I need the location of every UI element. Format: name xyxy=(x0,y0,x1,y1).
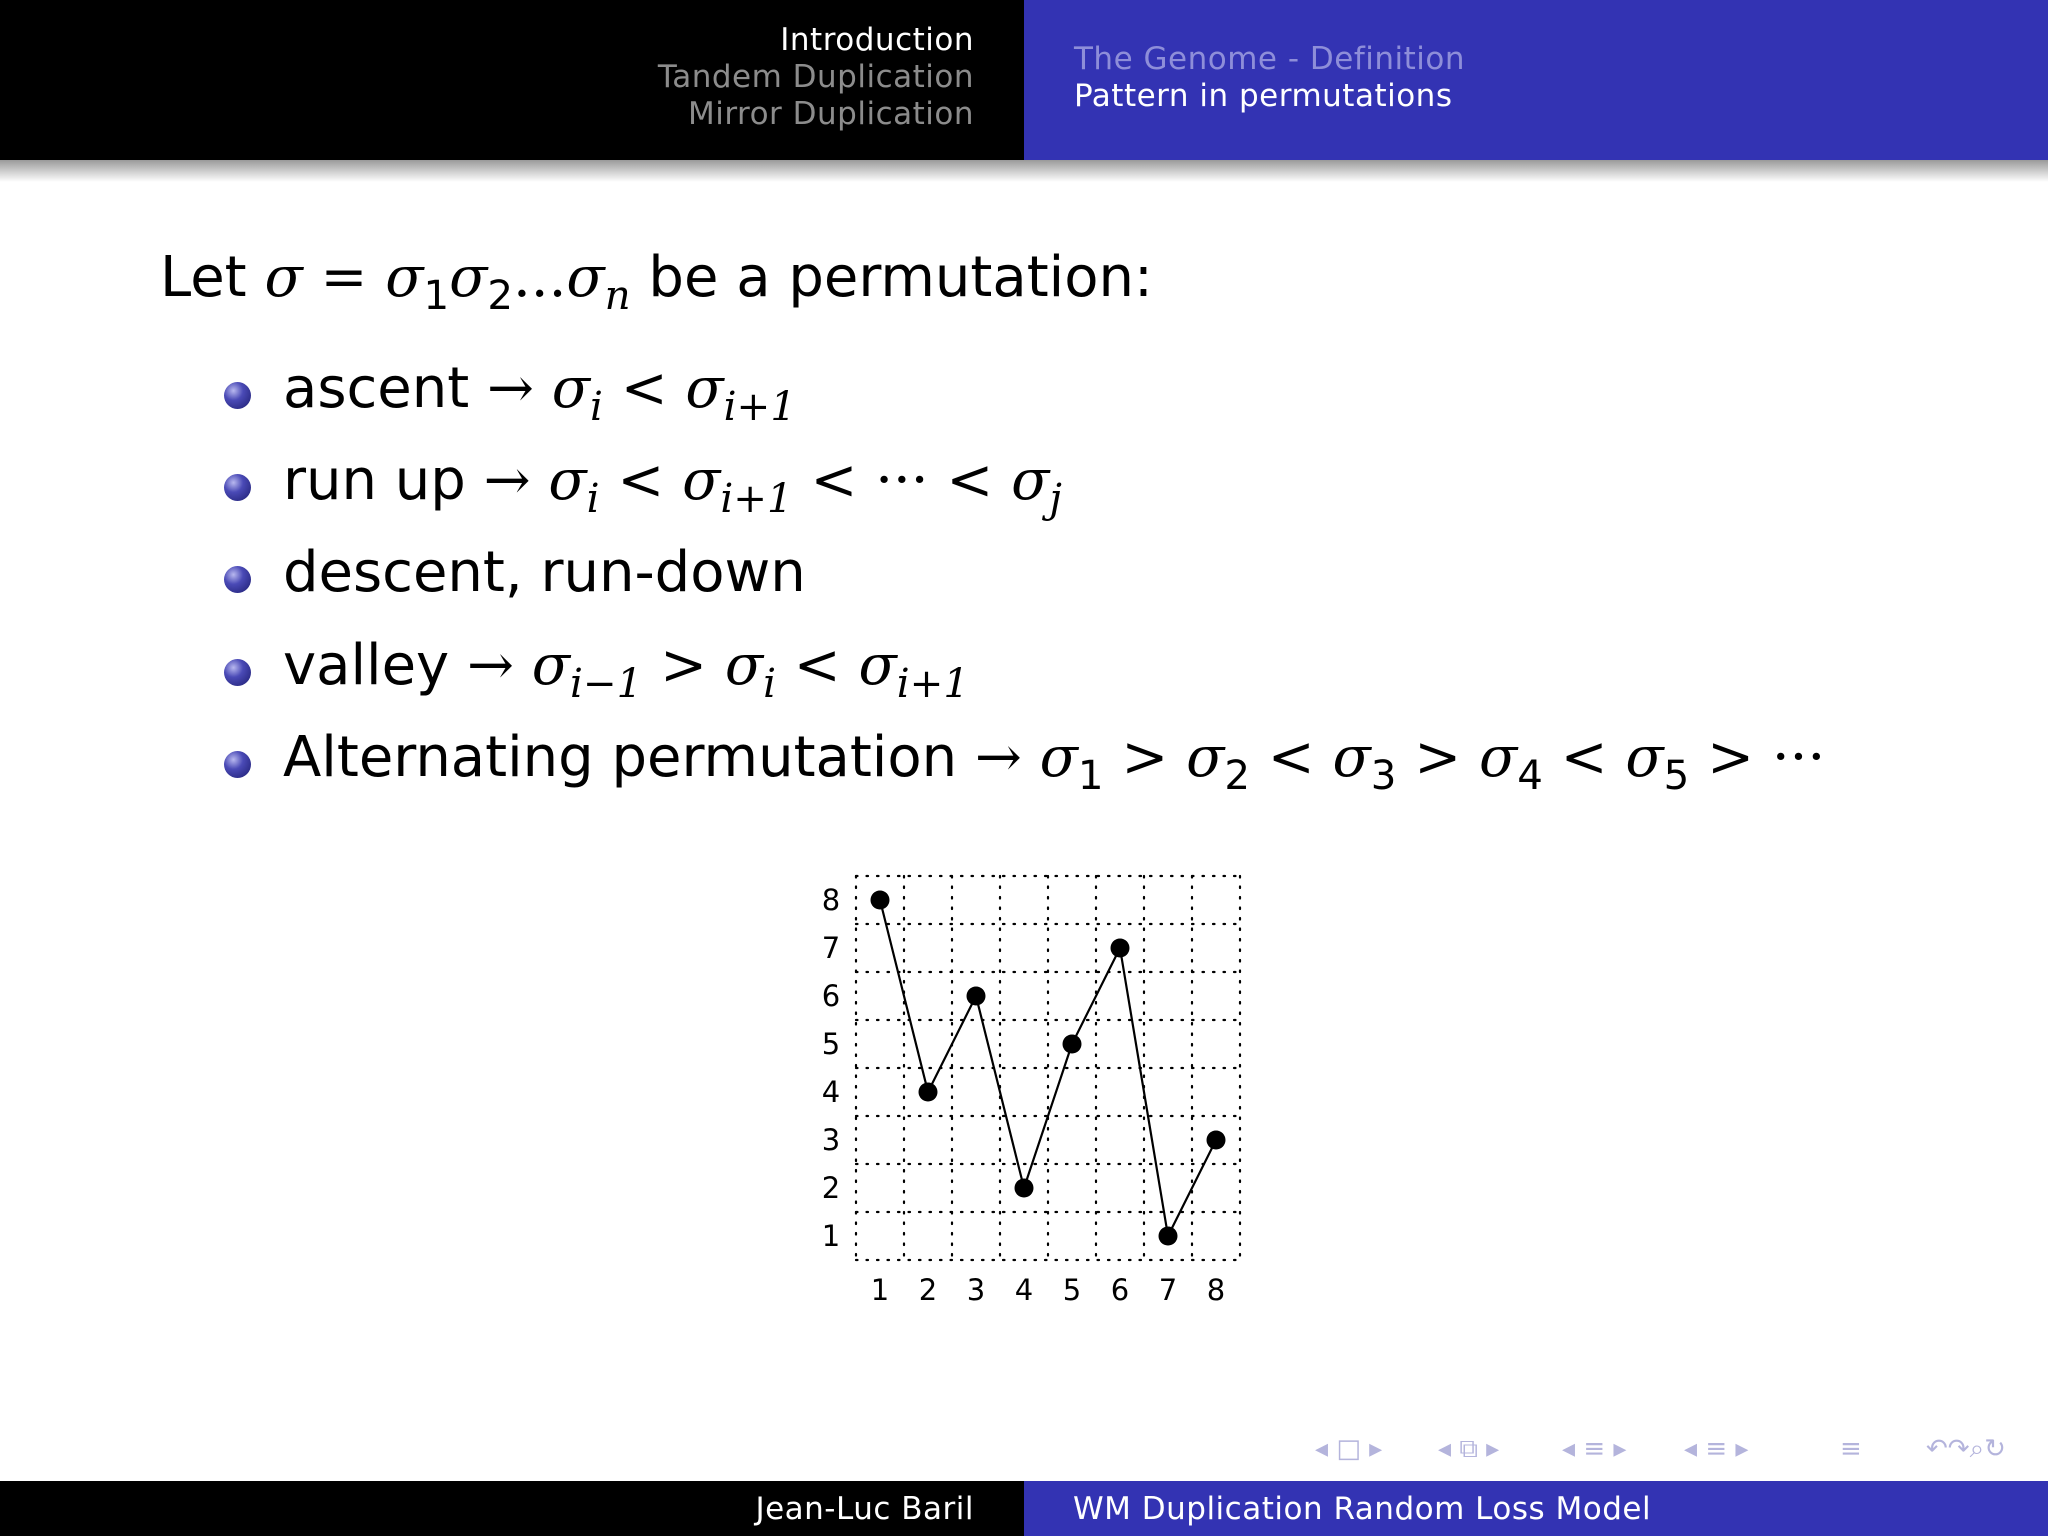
intro-sigma: σ xyxy=(264,245,303,310)
nav-subsection-pattern-in-permutations[interactable]: Pattern in permutations xyxy=(1074,78,1453,114)
alt-gt-2: > xyxy=(1414,725,1462,790)
nav-section-icon[interactable]: ◂ ≡ ▸ xyxy=(1562,1434,1627,1464)
runup-sigma-i: σ xyxy=(548,448,587,513)
runup-sub-i1: i+1 xyxy=(720,474,793,522)
alt-gt-1: > xyxy=(1121,725,1169,790)
x-tick-label-8: 8 xyxy=(1206,1273,1226,1307)
data-point-6 xyxy=(1111,939,1130,958)
data-point-5 xyxy=(1063,1035,1082,1054)
alt-cdots: ··· xyxy=(1771,725,1826,790)
data-point-4 xyxy=(1015,1179,1034,1198)
runup-sigma-i1: σ xyxy=(682,448,721,513)
nav-subsection-icon[interactable]: ◂ ⧉ ▸ xyxy=(1438,1434,1500,1464)
valley-sigma-im1: σ xyxy=(531,633,570,698)
ascent-arrow: → xyxy=(487,356,534,421)
x-tick-label-5: 5 xyxy=(1062,1273,1082,1307)
intro-sub-2: 2 xyxy=(487,271,513,319)
ascent-label: ascent xyxy=(283,356,470,421)
runup-lt-3: < xyxy=(946,448,994,513)
ascent-sigma-i1: σ xyxy=(685,356,724,421)
valley-sub-i1: i+1 xyxy=(896,659,970,707)
ascent-sub-i1: i+1 xyxy=(723,382,796,430)
footer-title: WM Duplication Random Loss Model xyxy=(1073,1491,1652,1527)
runup-label: run up xyxy=(283,448,466,513)
intro-suffix: be a permutation: xyxy=(648,245,1153,310)
alternating-arrow: → xyxy=(974,725,1022,790)
nav-toc-icon[interactable]: ≡ xyxy=(1840,1434,1862,1464)
nav-search-icon[interactable]: ↶↷⌕↻ xyxy=(1926,1434,2006,1464)
alt-gt-3: > xyxy=(1707,725,1755,790)
intro-sigma-2: σ xyxy=(449,245,488,310)
alternating-label: Alternating permutation xyxy=(283,725,958,790)
alt-lt-1: < xyxy=(1267,725,1315,790)
footer-author: Jean-Luc Baril xyxy=(755,1491,974,1527)
valley-sigma-i1: σ xyxy=(858,633,897,698)
runup-arrow: → xyxy=(483,448,531,513)
intro-dots: ... xyxy=(513,245,567,310)
intro-equals: = xyxy=(320,245,368,310)
valley-lt: < xyxy=(793,633,841,698)
alt-sigma-4: σ xyxy=(1478,725,1518,790)
intro-sub-n: n xyxy=(604,271,631,319)
valley-sub-i: i xyxy=(763,659,776,707)
runup-lt-2: < xyxy=(810,448,858,513)
ascent-sigma-i: σ xyxy=(551,356,590,421)
runup-sigma-j: σ xyxy=(1011,448,1050,513)
alt-sigma-1: σ xyxy=(1039,725,1078,790)
intro-sigma-n: σ xyxy=(566,245,605,310)
y-tick-label-3: 3 xyxy=(821,1123,841,1157)
descent-label: descent, run-down xyxy=(283,540,806,605)
x-tick-label-7: 7 xyxy=(1158,1273,1178,1307)
nav-section-tandem-duplication[interactable]: Tandem Duplication xyxy=(657,59,974,95)
alt-sub-1: 1 xyxy=(1077,751,1104,799)
nav-part-icon[interactable]: ◂ ≡ ▸ xyxy=(1684,1434,1749,1464)
valley-arrow: → xyxy=(466,633,514,698)
data-point-7 xyxy=(1159,1227,1178,1246)
nav-frame-icon[interactable]: ◂ □ ▸ xyxy=(1315,1434,1383,1464)
alt-sigma-2: σ xyxy=(1186,725,1225,790)
alt-sub-2: 2 xyxy=(1224,751,1250,799)
valley-label: valley xyxy=(283,633,450,698)
alt-sub-5: 5 xyxy=(1663,751,1690,799)
y-tick-label-5: 5 xyxy=(821,1027,841,1061)
runup-sub-j: j xyxy=(1049,474,1062,522)
valley-sigma-i: σ xyxy=(724,633,764,698)
y-tick-label-6: 6 xyxy=(821,979,841,1013)
runup-cdots: ··· xyxy=(875,448,929,513)
valley-gt: > xyxy=(660,633,708,698)
intro-prefix: Let xyxy=(160,245,247,310)
runup-sub-i: i xyxy=(586,474,600,522)
x-tick-label-4: 4 xyxy=(1014,1273,1034,1307)
ascent-lt: < xyxy=(620,356,668,421)
y-tick-label-1: 1 xyxy=(821,1219,841,1253)
data-point-1 xyxy=(871,891,890,910)
nav-section-introduction[interactable]: Introduction xyxy=(780,22,974,58)
ascent-sub-i: i xyxy=(589,382,603,430)
alt-sub-4: 4 xyxy=(1517,751,1543,799)
x-tick-label-2: 2 xyxy=(918,1273,938,1307)
nav-subsection-genome-definition[interactable]: The Genome - Definition xyxy=(1074,41,1465,77)
x-tick-label-6: 6 xyxy=(1110,1273,1130,1307)
valley-sub-im1: i−1 xyxy=(569,659,643,707)
alt-sub-3: 3 xyxy=(1370,751,1397,799)
x-tick-label-3: 3 xyxy=(966,1273,986,1307)
alt-lt-2: < xyxy=(1560,725,1608,790)
data-point-8 xyxy=(1207,1131,1226,1150)
alt-sigma-5: σ xyxy=(1625,725,1664,790)
runup-lt-1: < xyxy=(617,448,665,513)
intro-sub-1: 1 xyxy=(423,271,450,319)
data-point-3 xyxy=(967,987,986,1006)
y-tick-label-2: 2 xyxy=(821,1171,841,1205)
intro-sigma-1: σ xyxy=(385,245,424,310)
nav-section-mirror-duplication[interactable]: Mirror Duplication xyxy=(687,96,974,132)
alt-sigma-3: σ xyxy=(1332,725,1371,790)
x-tick-label-1: 1 xyxy=(870,1273,890,1307)
y-tick-label-7: 7 xyxy=(821,931,841,965)
data-point-2 xyxy=(919,1083,938,1102)
y-tick-label-4: 4 xyxy=(821,1075,841,1109)
y-tick-label-8: 8 xyxy=(821,883,841,917)
